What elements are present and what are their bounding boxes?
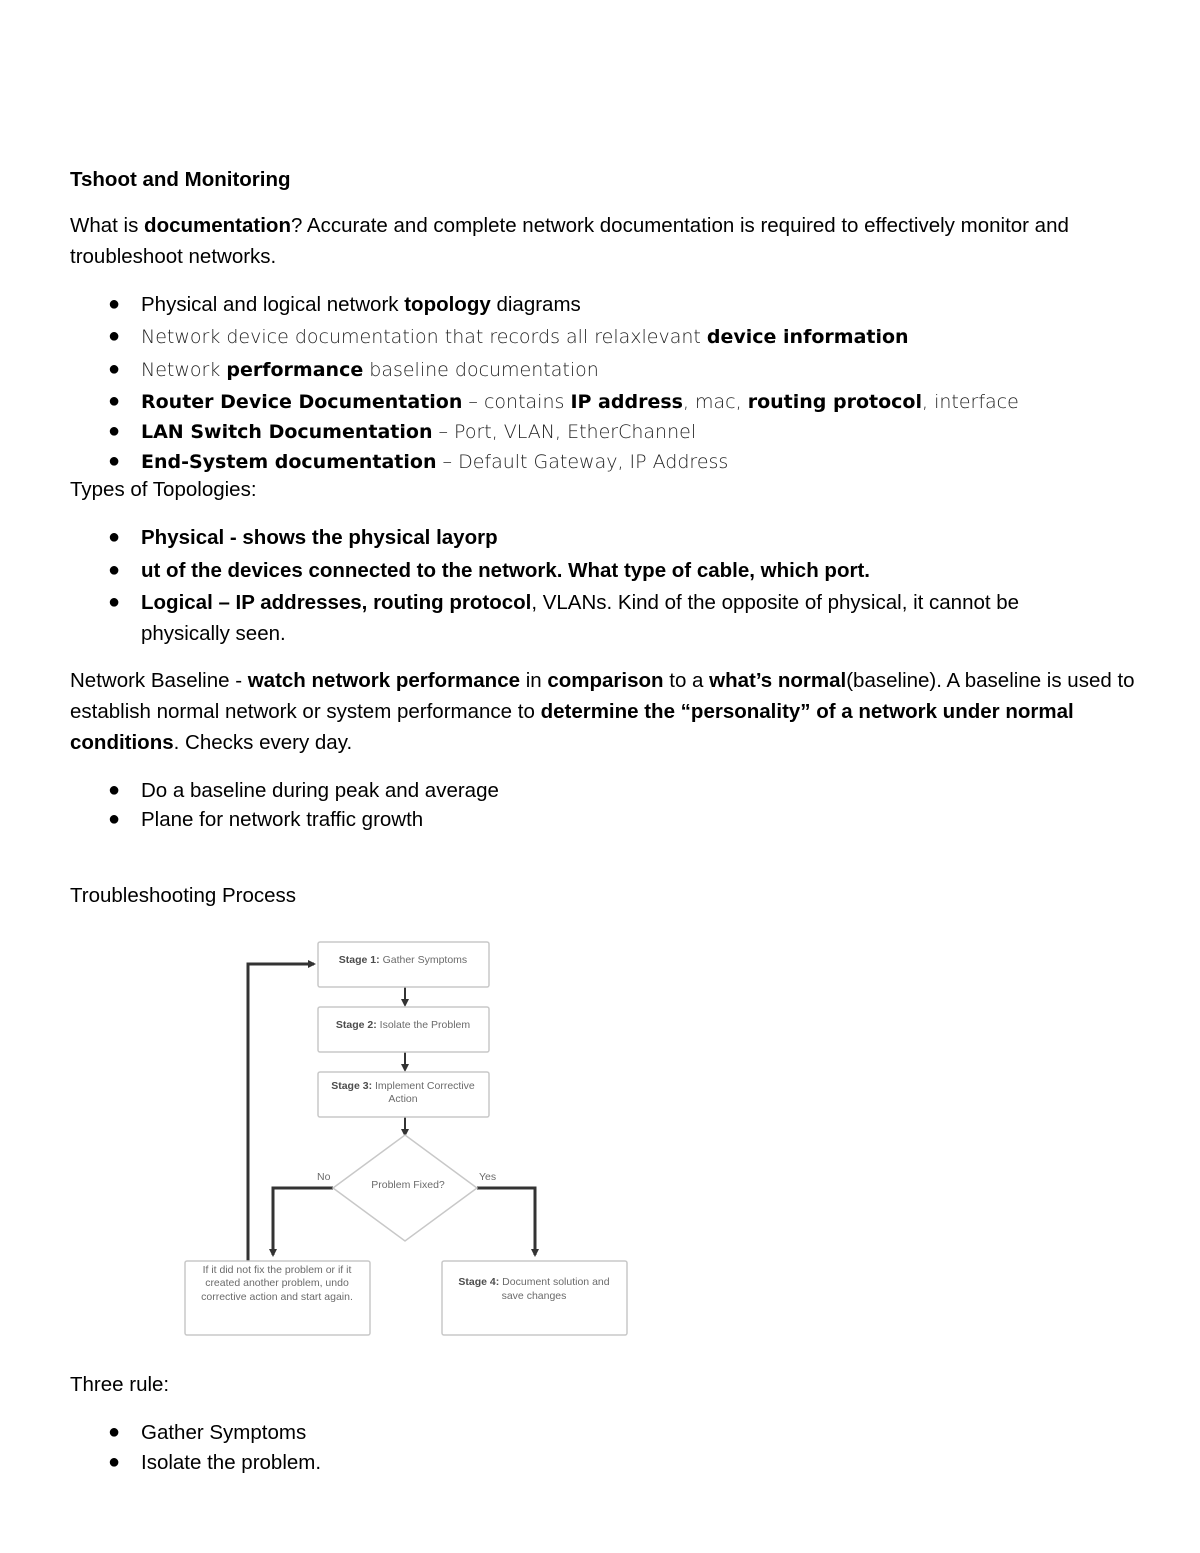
arrow-yes-branch bbox=[477, 1188, 535, 1255]
arrow-no-branch bbox=[273, 1188, 333, 1255]
bullet: ● bbox=[108, 559, 121, 581]
list-item: Isolate the problem. bbox=[141, 1451, 322, 1474]
list-item: Network device documentation that records all relaxlevant device information bbox=[141, 326, 909, 348]
baseline-paragraph: Network Baseline - watch network performance in comparison to a what’s normal(baseline). A baseline is used to establish normal network or system performance to determine the “personality” of a network under normal conditions. Checks every day. bbox=[70, 669, 1135, 754]
bullet: ● bbox=[108, 420, 121, 442]
svg-text:Stage 1: Gather Symptoms: Stage 1: Gather Symptoms bbox=[338, 954, 468, 966]
list-item: Do a baseline during peak and average bbox=[141, 779, 499, 802]
section-heading: Three rule: bbox=[70, 1373, 170, 1396]
list-item: Plane for network traffic growth bbox=[141, 808, 424, 831]
stage1-box bbox=[318, 942, 489, 987]
svg-text:Stage 2: Isolate the Problem: Stage 2: Isolate the Problem bbox=[335, 1019, 471, 1031]
svg-text:Stage 4: Document solution and: Stage 4: Document solution and bbox=[458, 1276, 610, 1288]
list-item: Network performance baseline documentation bbox=[141, 359, 599, 381]
svg-text:created another problem, undo: created another problem, undo bbox=[205, 1277, 349, 1289]
svg-text:save changes: save changes bbox=[501, 1290, 567, 1302]
no-label: No bbox=[317, 1171, 331, 1183]
list-item: Router Device Documentation – contains IP address, mac, routing protocol, interface bbox=[141, 391, 1019, 413]
list-item: Physical and logical network topology diagrams bbox=[141, 293, 581, 316]
section-heading: Types of Topologies: bbox=[70, 478, 257, 501]
stage3-box bbox=[318, 1072, 489, 1117]
undo-box bbox=[185, 1261, 370, 1335]
svg-text:Problem Fixed?: Problem Fixed? bbox=[371, 1179, 445, 1191]
bullet: ● bbox=[108, 390, 121, 412]
bullet: ● bbox=[108, 358, 121, 380]
list-item: LAN Switch Documentation – Port, VLAN, EtherChannel bbox=[141, 421, 697, 443]
section-heading: Troubleshooting Process bbox=[70, 884, 297, 907]
yes-label: Yes bbox=[479, 1171, 497, 1183]
svg-text:Action: Action bbox=[388, 1093, 418, 1105]
troubleshooting-flowchart bbox=[180, 935, 635, 1345]
decision-diamond bbox=[333, 1135, 477, 1241]
bullet: ● bbox=[108, 779, 121, 801]
list-item: ut of the devices connected to the network. What type of cable, which port. bbox=[141, 559, 870, 582]
stage2-box bbox=[318, 1007, 489, 1052]
bullet: ● bbox=[108, 1451, 121, 1473]
bullet: ● bbox=[108, 450, 121, 472]
svg-text:If it did not fix the problem: If it did not fix the problem or if it bbox=[202, 1264, 352, 1276]
list-item: Gather Symptoms bbox=[141, 1421, 307, 1444]
arrow-loop-back bbox=[248, 964, 314, 1261]
bullet: ● bbox=[108, 526, 121, 548]
page-title: Tshoot and Monitoring bbox=[70, 168, 291, 191]
list-item: End-System documentation – Default Gateway, IP Address bbox=[141, 451, 729, 473]
svg-text:Stage 3: Implement Corrective: Stage 3: Implement Corrective bbox=[331, 1080, 475, 1092]
bullet: ● bbox=[108, 325, 121, 347]
bullet: ● bbox=[108, 808, 121, 830]
svg-text:corrective action and start ag: corrective action and start again. bbox=[201, 1291, 353, 1303]
bullet: ● bbox=[108, 1421, 121, 1443]
intro-paragraph: What is documentation? Accurate and complete network documentation is required to effectively monitor and troubleshoot networks. bbox=[70, 214, 1069, 268]
bullet: ● bbox=[108, 293, 121, 315]
list-item: Logical – IP addresses, routing protocol, VLANs. Kind of the opposite of physical, it cannot be physically seen. bbox=[141, 591, 1020, 645]
bullet: ● bbox=[108, 591, 121, 613]
stage4-box bbox=[442, 1261, 627, 1335]
list-item: Physical - shows the physical layorp bbox=[141, 526, 498, 549]
